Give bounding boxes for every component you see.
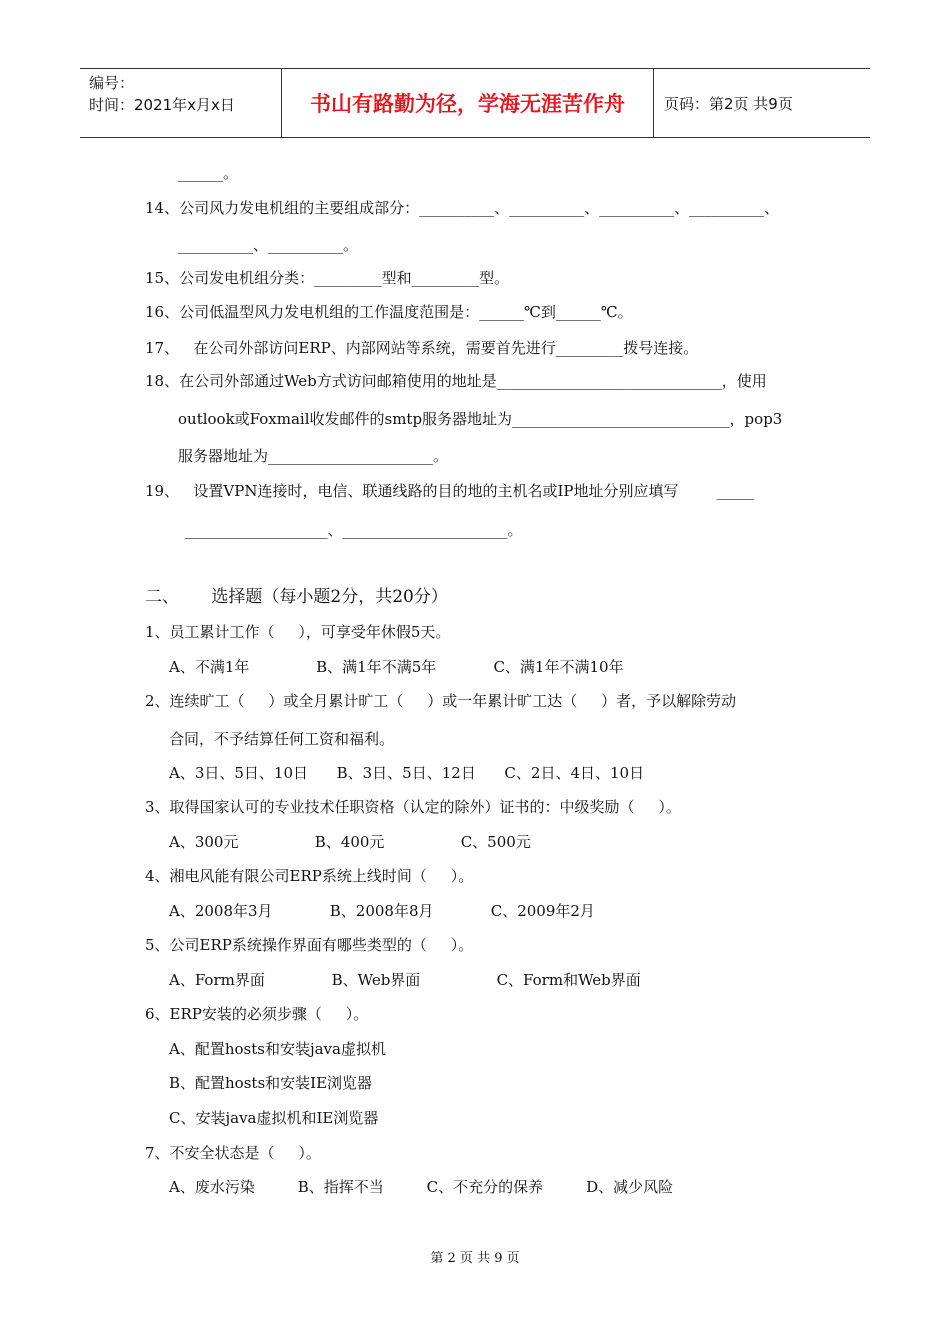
- header-page-label: 页码：第2页 共9页: [664, 94, 793, 113]
- choice-question-1: 1、员工累计工作（ ），可享受年休假5天。: [145, 623, 451, 641]
- choice-options-1: A、不满1年 B、满1年不满5年 C、满1年不满10年: [169, 658, 624, 676]
- choice-options-7: A、废水污染 B、指挥不当 C、不充分的保养 D、减少风险: [169, 1178, 674, 1196]
- question-18-cont2: 服务器地址为______________________。: [178, 447, 449, 465]
- page-footer: 第 2 页 共 9 页: [430, 1251, 520, 1266]
- header-meta: [80, 69, 282, 137]
- choice-options-4: A、2008年3月 B、2008年8月 C、2009年2月: [169, 902, 595, 920]
- section-title: 二、 选择题（每小题2分，共20分）: [145, 587, 448, 607]
- choice-option-6b: B、配置hosts和安装IE浏览器: [169, 1074, 373, 1092]
- choice-question-2-cont: 合同，不予结算任何工资和福利。: [169, 730, 395, 748]
- choice-question-7: 7、不安全状态是（ ）。: [145, 1144, 321, 1162]
- fill-line: ______。: [178, 164, 239, 182]
- choice-question-5: 5、公司ERP系统操作界面有哪些类型的（ ）。: [145, 936, 474, 954]
- number-label: 编号：: [89, 74, 135, 92]
- choice-question-4: 4、湘电风能有限公司ERP系统上线时间（ ）。: [145, 867, 474, 885]
- choice-question-3: 3、取得国家认可的专业技术任职资格（认定的除外）证书的：中级奖励（ ）。: [145, 798, 681, 816]
- question-18-cont: outlook或Foxmail收发邮件的smtp服务器地址为_____________________________，pop3: [178, 410, 783, 428]
- question-14-cont: __________、__________。: [178, 236, 359, 254]
- choice-question-2: 2、连续旷工（ ）或全月累计旷工（ ）或一年累计旷工达（ ）者，予以解除劳动: [145, 692, 737, 710]
- time-label: 时间：2021年x月x日: [89, 96, 235, 114]
- header-motto: 书山有路勤为径，学海无涯苦作舟: [282, 69, 654, 137]
- question-16: 16、公司低温型风力发电机组的工作温度范围是：______℃到______℃。: [145, 303, 633, 321]
- question-17: 17、 在公司外部访问ERP、内部网站等系统，需要首先进行_________拨号连接。: [145, 339, 699, 357]
- page-header: [80, 68, 870, 138]
- question-15: 15、公司发电机组分类：_________型和_________型。: [145, 269, 510, 287]
- question-18: 18、在公司外部通过Web方式访问邮箱使用的地址是______________________________，使用: [145, 372, 767, 390]
- question-19: 19、 设置VPN连接时，电信、联通线路的目的地的主机名或IP地址分别应填写 _____: [145, 482, 755, 500]
- choice-options-3: A、300元 B、400元 C、500元: [169, 833, 531, 851]
- choice-options-2: A、3日、5日、10日 B、3日、5日、12日 C、2日、4日、10日: [169, 764, 645, 782]
- question-14: 14、公司风力发电机组的主要组成部分：__________、__________、__________、__________、: [145, 199, 780, 217]
- choice-options-5: A、Form界面 B、Web界面 C、Form和Web界面: [169, 971, 641, 989]
- question-19-cont: ___________________、______________________。: [185, 521, 523, 539]
- choice-option-6a: A、配置hosts和安装java虚拟机: [169, 1040, 386, 1058]
- choice-question-6: 6、ERP安装的必须步骤（ ）。: [145, 1005, 369, 1023]
- choice-option-6c: C、安装java虚拟机和IE浏览器: [169, 1109, 379, 1127]
